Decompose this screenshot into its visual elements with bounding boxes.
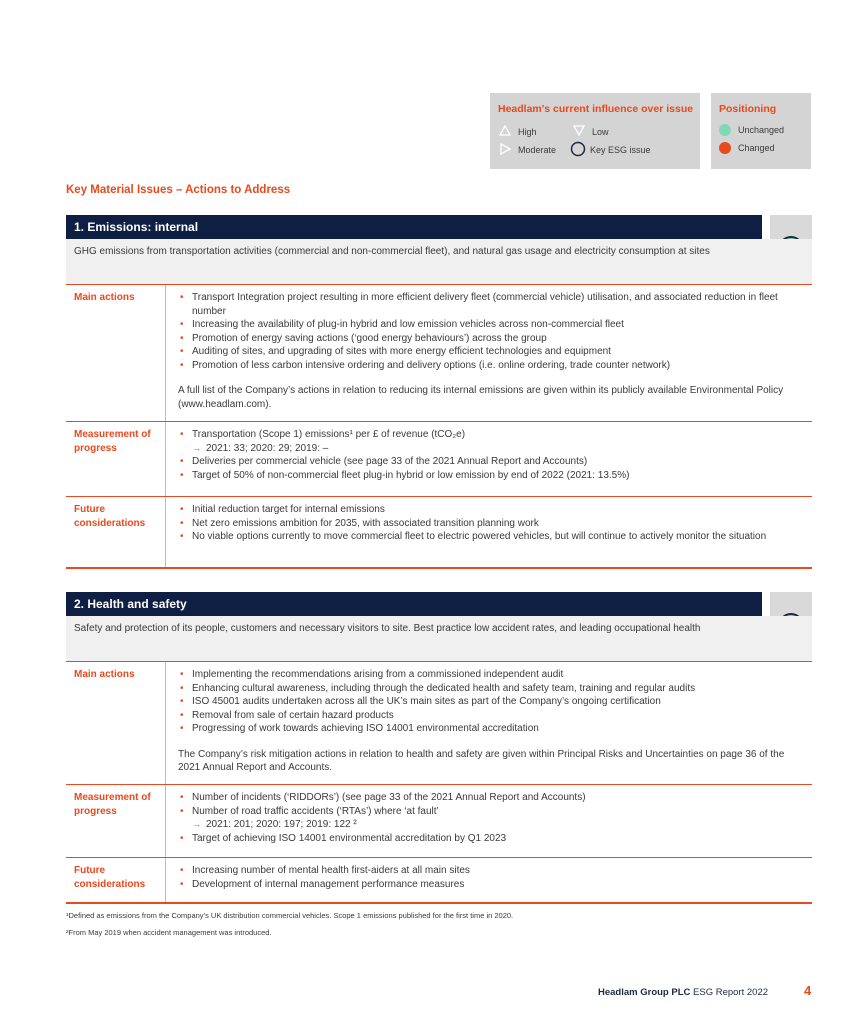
list-item: • Auditing of sites, and upgrading of sites with more energy efficient technologies and equipment (178, 345, 802, 359)
legend-unchanged (719, 124, 784, 136)
influence-legend (490, 93, 700, 169)
influence-legend-title: Headlam's current influence over issue (498, 103, 694, 115)
row-label: Main actions (66, 662, 166, 784)
legend-unchanged-label: Unchanged (738, 125, 785, 135)
legend-key-esg-label: Key ESG issue (590, 145, 651, 155)
legend-low (572, 125, 609, 138)
row-content (166, 497, 812, 567)
future-row (66, 496, 812, 567)
list-item: • ISO 45001 audits undertaken across all the UK’s main sites as part of the Company’s ongoing certification (178, 695, 802, 709)
list-item: • Transport Integration project resulting in more efficient delivery fleet (commercial vehicle) utilisation, and associated reduction in fleet number (178, 291, 802, 318)
main-actions-note: A full list of the Company’s actions in relation to reducing its internal emissions are given within its publicly available Environmental Policy (www.headlam.com). (178, 385, 784, 410)
list-item: • Deliveries per commercial vehicle (see page 33 of the 2021 Annual Report and Accounts) (178, 455, 802, 469)
legend-high (498, 125, 537, 138)
measurement-row (66, 784, 812, 857)
row-label: Future considerations (66, 858, 166, 902)
list-item: • Promotion of less carbon intensive ordering and delivery options (i.e. online ordering, trade counter network) (178, 359, 802, 373)
page-heading: Key Material Issues – Actions to Address (66, 184, 291, 196)
measurement-row (66, 421, 812, 496)
legend-high-label: High (518, 126, 537, 137)
page-number: 4 (804, 983, 812, 998)
list-item: • Development of internal management performance measures (178, 878, 802, 892)
row-label: Measurement of progress (66, 422, 166, 496)
legend-moderate-label: Moderate (518, 145, 557, 155)
row-label: Main actions (66, 285, 166, 421)
list-subitem: → 2021: 33; 2020: 29; 2019: – (178, 442, 802, 456)
changed-dot-icon (719, 142, 731, 154)
list-item: • Target of 50% of non-commercial fleet plug-in hybrid or low emission by end of 2022 (2021: 13.5%) (178, 469, 802, 483)
main-actions-note: The Company’s risk mitigation actions in relation to health and safety are given within Principal Risks and Uncertainties on page 36 of the 2021 Annual Report and Accounts. (178, 748, 785, 773)
triangle-right-icon (498, 143, 512, 157)
list-item: • Target of achieving ISO 14001 environmental accreditation by Q1 2023 (178, 832, 802, 846)
footer-report: ESG Report 2022 (693, 987, 769, 998)
legend-changed (719, 142, 775, 154)
row-content (166, 858, 812, 902)
legend-changed-label: Changed (738, 143, 775, 153)
list-item: • Removal from sale of certain hazard products (178, 709, 802, 723)
row-content (166, 422, 812, 496)
list-item: • Net zero emissions ambition for 2035, with associated transition planning work (178, 517, 802, 531)
footnote-1: ¹Defined as emissions from the Company’s UK distribution commercial vehicles. Scope 1 emissions published for the first time in 2020. (66, 911, 514, 920)
legend-moderate (498, 143, 556, 157)
section-title: 2. Health and safety (66, 592, 762, 616)
list-item: • Implementing the recommendations arising from a commissioned independent audit (178, 668, 802, 682)
footer-company: Headlam Group PLC (598, 987, 691, 998)
row-content (166, 285, 812, 421)
row-label: Measurement of progress (66, 785, 166, 857)
list-item: • Enhancing cultural awareness, including through the dedicated health and safety team, training and regular audits (178, 682, 802, 696)
unchanged-dot-icon (719, 124, 731, 136)
row-content (166, 785, 812, 857)
main-actions-row (66, 284, 812, 421)
section-description (66, 239, 812, 284)
row-content (166, 662, 812, 784)
future-row (66, 857, 812, 902)
triangle-up-icon (498, 125, 512, 138)
list-item: • Progressing of work towards achieving ISO 14001 environmental accreditation (178, 722, 802, 736)
section-health-safety (66, 592, 812, 904)
triangle-down-icon (572, 125, 586, 138)
page-footer (598, 987, 768, 998)
section-description-text: GHG emissions from transportation activities (commercial and non-commercial fleet), and natural gas usage and electricity consumption at sites (74, 246, 710, 257)
list-item: • Increasing the availability of plug-in hybrid and low emission vehicles across non-commercial fleet (178, 318, 802, 332)
list-item: • Increasing number of mental health first-aiders at all main sites (178, 864, 802, 878)
footnote-2: ²From May 2019 when accident management was introduced. (66, 928, 272, 937)
row-label: Future considerations (66, 497, 166, 567)
list-item: • Initial reduction target for internal emissions (178, 503, 802, 517)
section-emissions (66, 215, 812, 569)
legend-low-label: Low (592, 126, 609, 137)
list-item: • No viable options currently to move commercial fleet to electric powered vehicles, but will continue to actively monitor the situation (178, 530, 802, 544)
positioning-legend (711, 93, 811, 169)
main-actions-row (66, 661, 812, 784)
list-item: • Transportation (Scope 1) emissions¹ per £ of revenue (tCO₂e) (178, 428, 802, 442)
section-description (66, 616, 812, 661)
list-item: • Number of incidents (‘RIDDORs’) (see page 33 of the 2021 Annual Report and Accounts) (178, 791, 802, 805)
section-description-text: Safety and protection of its people, customers and necessary visitors to site. Best practice low accident rates, and leading occupational health (74, 623, 701, 634)
legend-key-esg (570, 141, 651, 159)
positioning-legend-title: Positioning (719, 103, 777, 115)
list-item: • Promotion of energy saving actions (‘good energy behaviours’) across the group (178, 332, 802, 346)
list-item: • Number of road traffic accidents (‘RTAs’) where ‘at fault’ (178, 805, 802, 819)
section-title: 1. Emissions: internal (66, 215, 762, 239)
circle-icon (570, 141, 584, 159)
list-subitem: → 2021: 201; 2020: 197; 2019: 122 ² (178, 818, 802, 832)
